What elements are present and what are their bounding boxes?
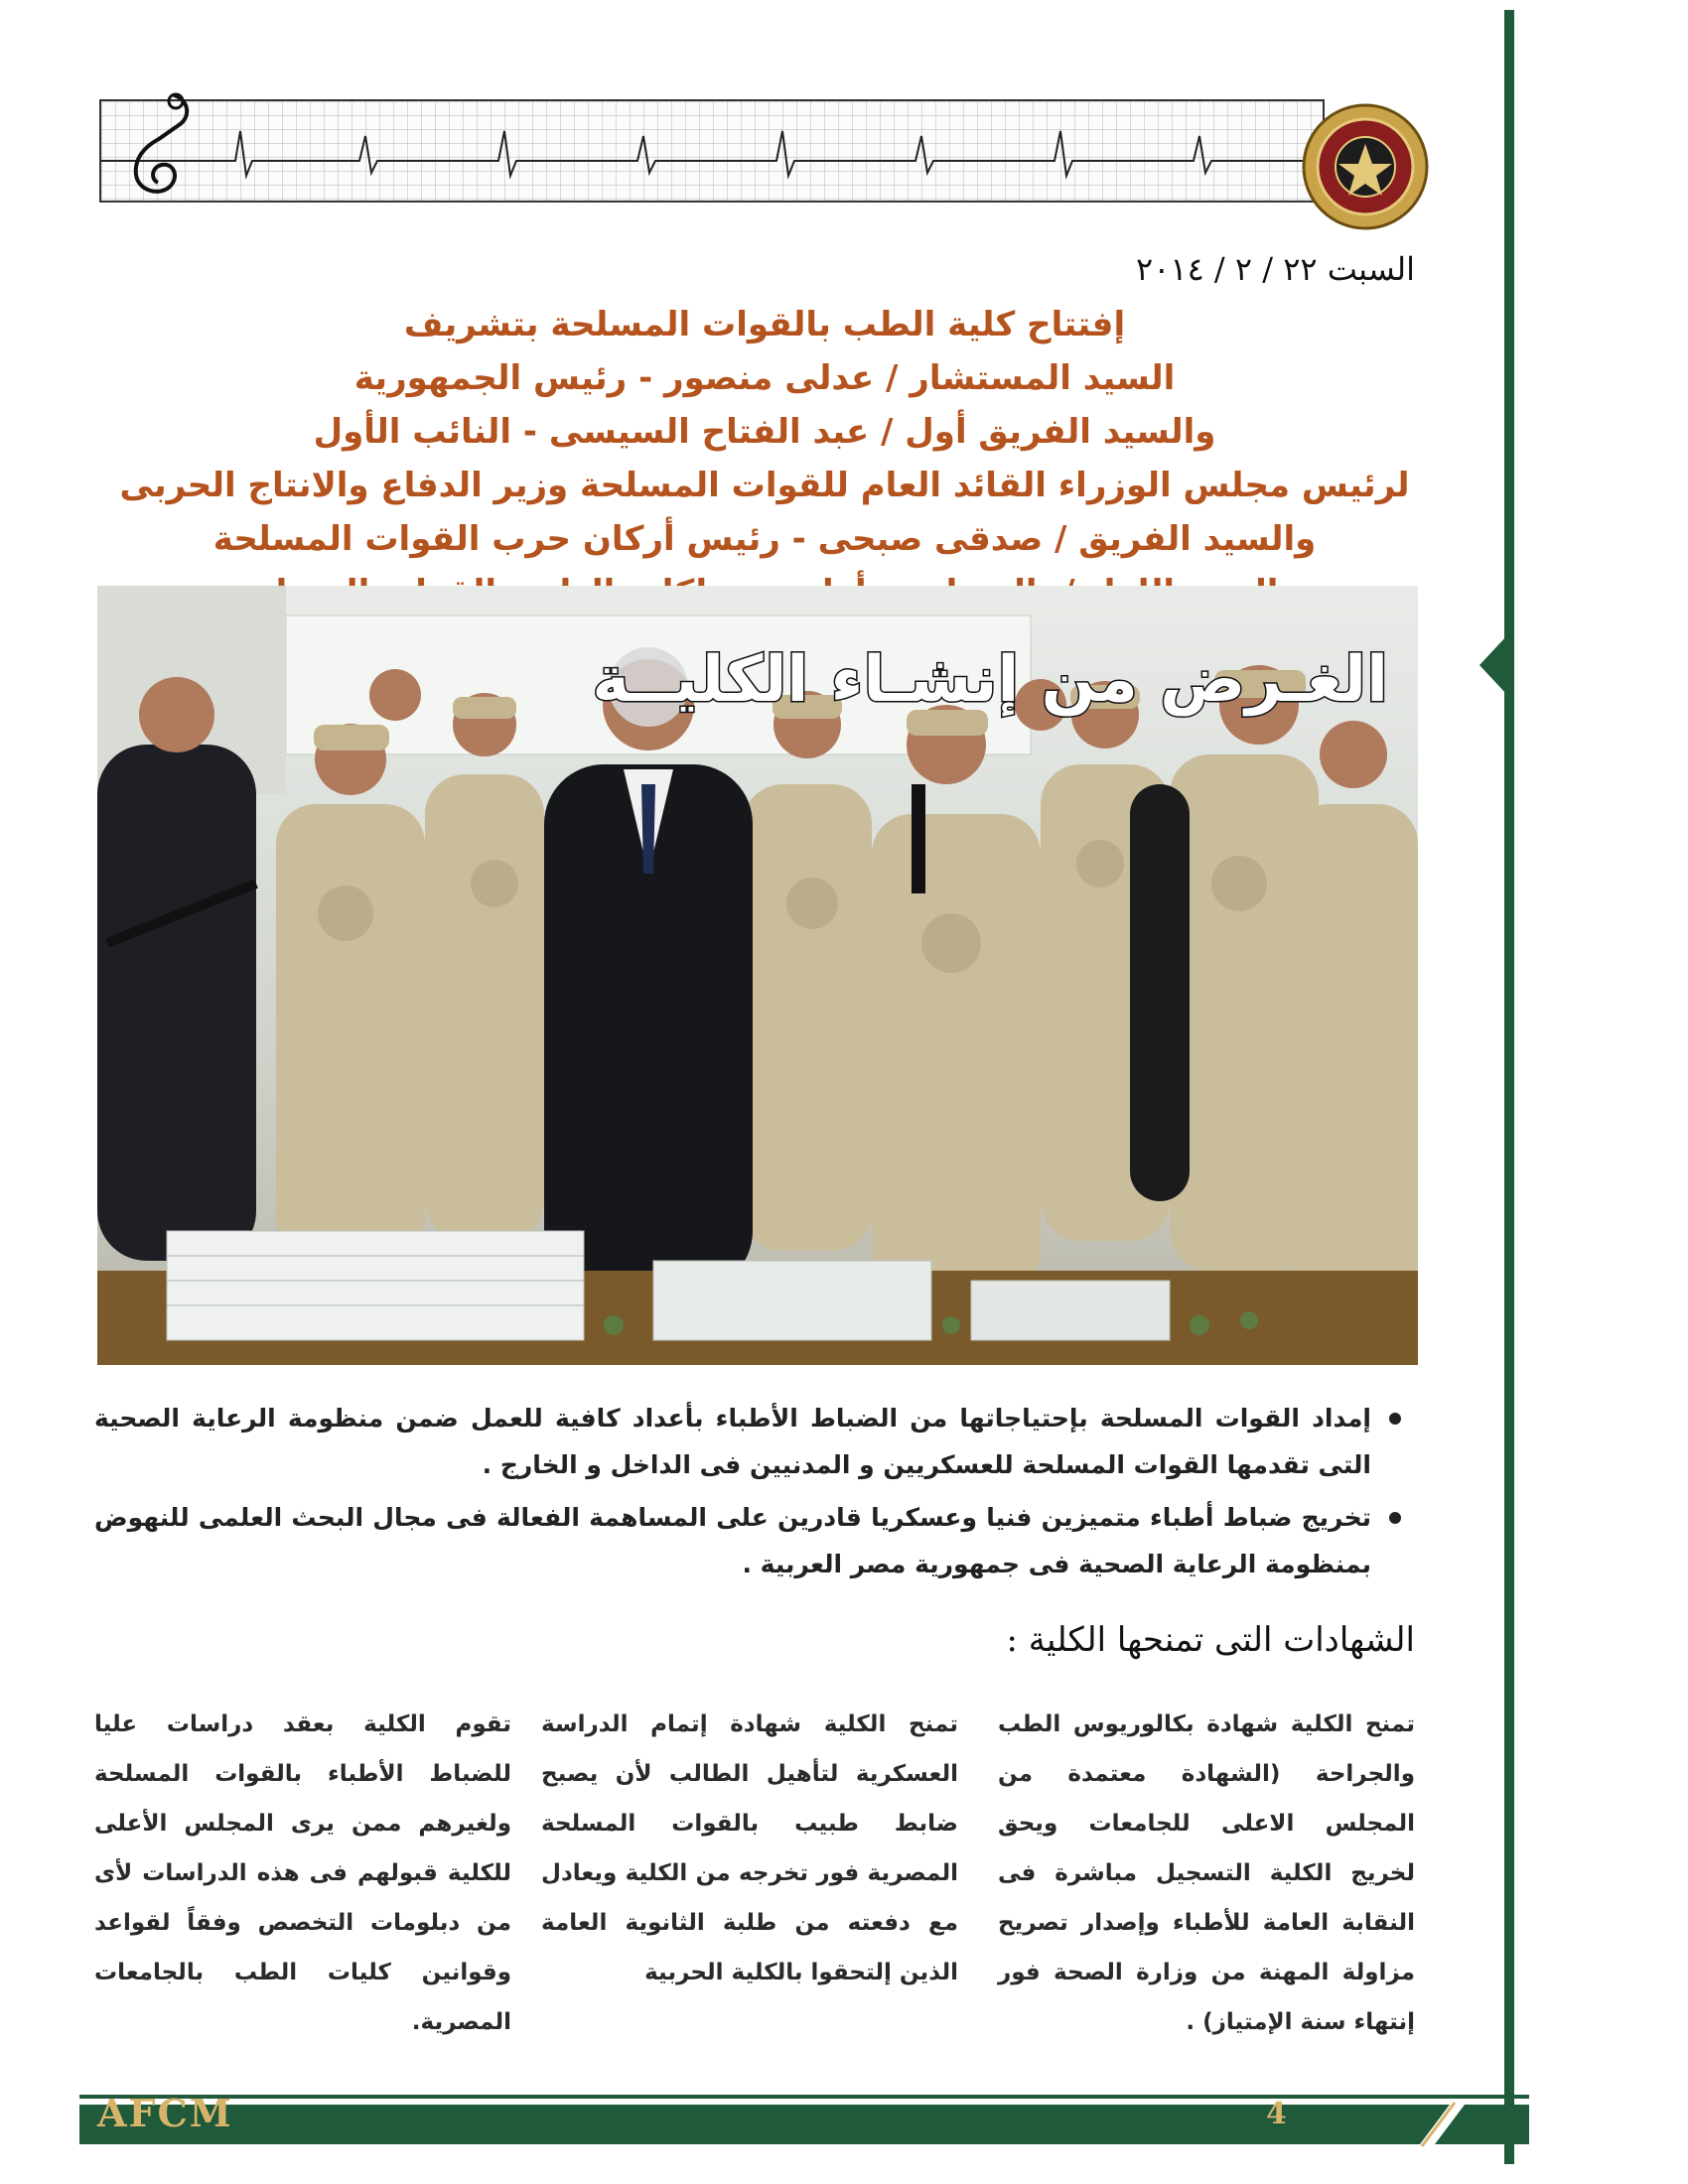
headline-line: والسيد الفريق / صدقى صبحى - رئيس أركان حرب القوات المسلحة [212,519,1317,559]
purpose-item-text: إمداد القوات المسلحة بإحتياجاتها من الضباط الأطباء بأعداد كافية للعمل ضمن منظومة الرعاية الصحية التى تقدمها القوات المسلحة للعسكريين و المدنيين فى الداخل و الخارج . [94,1404,1371,1479]
certificate-column-bachelor: تمنح الكلية شهادة بكالوريوس الطب والجراحة (الشهادة معتمدة من المجلس الاعلى للجامعات ويحق لخريج الكلية التسجيل مباشرة فى النقابة العامة للأطباء وإصدار تصريح مزاولة المهنة من وزارة الصحة فور إنتهاء سنة الإمتياز) . [998,1711,1415,2035]
headline-line: إفتتاح كلية الطب بالقوات المسلحة بتشريف [403,305,1126,344]
page-number: 4 [1266,2097,1287,2131]
inauguration-photo [97,586,1418,1365]
headline-line: السيد المستشار / عدلى منصور - رئيس الجمهورية [353,358,1176,398]
purpose-item [94,1494,1405,1587]
purpose-item [94,1395,1405,1488]
purpose-section-title: الغـرض من إنشـاء الكليــة [592,643,1388,717]
right-margin-green-line [1504,10,1514,2164]
college-seal-icon [1301,102,1430,231]
bullet-icon [1389,1512,1401,1524]
headline-block [109,298,1420,619]
right-margin-notch [1479,635,1507,695]
right-margin [1504,0,1688,2184]
purpose-list [94,1395,1405,1593]
headline-line: لرئيس مجلس الوزراء القائد العام للقوات المسلحة وزير الدفاع والانتاج الحربى [119,466,1410,505]
issue-date: السبت ٢٢ / ٢ / ٢٠١٤ [1136,250,1415,288]
certificate-column-postgraduate: تقوم الكلية بعقد دراسات عليا للضباط الأطباء بالقوات المسلحة ولغيرهم ممن يرى المجلس الأعلى للكلية قبولهم فى هذه الدراسات لأى من دبلومات التخصص وفقاً لقواعد وقوانين كليات الطب بالجامعات المصرية. [94,1711,511,2035]
headline-line: والسيد الفريق أول / عبد الفتاح السيسى - النائب الأول [313,412,1216,452]
purpose-item-text: تخريج ضباط أطباء متميزين فنيا وعسكريا قادرين على المساهمة الفعالة فى مجال البحث العلمى للنهوض بمنظومة الرعاية الصحية فى جمهورية مصر العربية . [94,1503,1371,1578]
footer-brand: AFCM [97,2091,233,2135]
certificate-column-military: تمنح الكلية شهادة إتمام الدراسة العسكرية لتأهيل الطالب لأن يصبح ضابط طبيب بالقوات المسلحة المصرية فور تخرجه من الكلية ويعادل مع دفعته من طلبة الثانوية العامة الذين إلتحقوا بالكلية الحربية [541,1711,958,1985]
footer-band [79,2095,1529,2154]
bullet-icon [1389,1413,1401,1425]
certificates-heading: الشهادات التى تمنحها الكلية : [1006,1620,1415,1660]
header-ecg-band [99,99,1325,203]
ecg-grid-graphic [101,101,1323,201]
stethoscope-icon [104,87,194,202]
